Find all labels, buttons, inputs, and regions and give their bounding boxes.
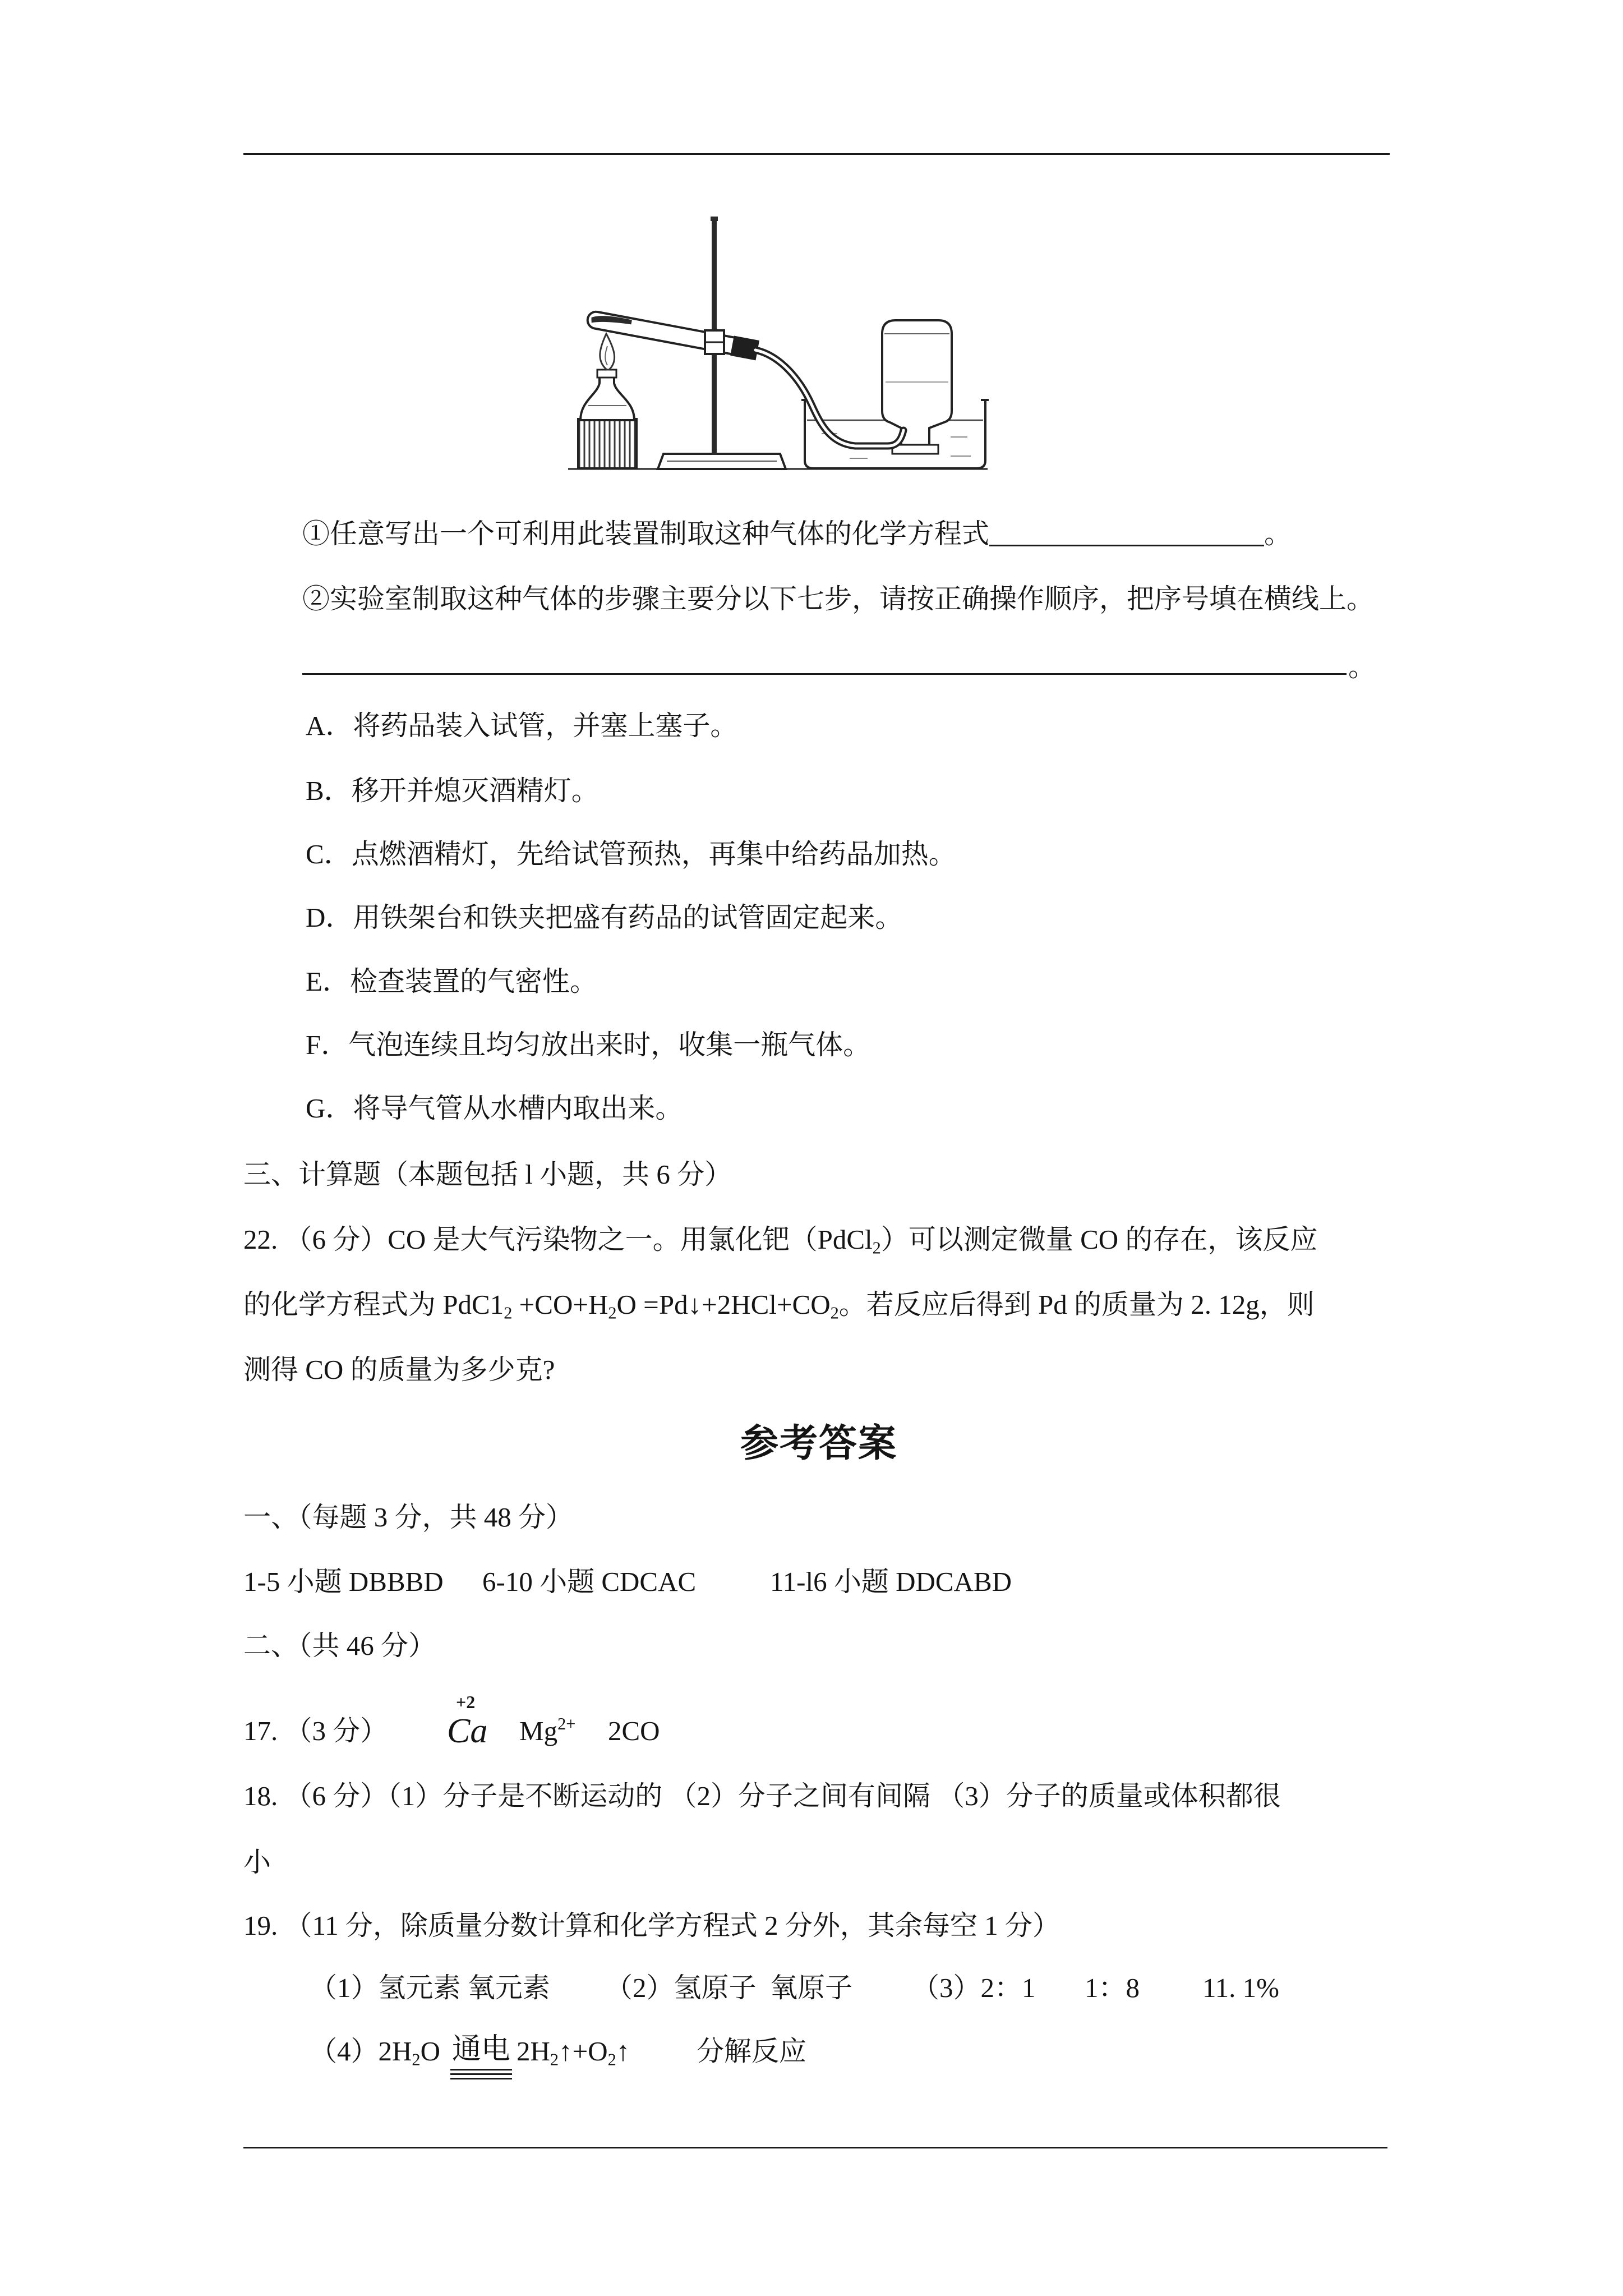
section-heading-text: 一、（每题 3 分，共 48 分） — [243, 1502, 574, 1533]
iron-clamp — [705, 330, 724, 354]
q22-text: 测得 CO 的质量为多少克? — [243, 1354, 555, 1385]
step-b — [306, 774, 599, 808]
answer-text: （3）2：1 — [912, 1972, 1036, 2003]
element-symbol: Ca — [447, 1712, 488, 1750]
q22-line2 — [243, 1288, 1315, 1322]
answer-text: 11. 1% — [1202, 1972, 1279, 2003]
valence-mark: +2 — [456, 1692, 476, 1712]
answer-blank — [989, 520, 1264, 546]
q22-line3 — [243, 1353, 555, 1387]
equation-text: 2H — [517, 2036, 550, 2067]
equation-text: O — [420, 2036, 440, 2067]
answers-part1-heading — [243, 1501, 573, 1534]
apparatus-figure — [558, 214, 990, 472]
q19-answer-5 — [1202, 1971, 1279, 2005]
q22-text: 。若反应后得到 Pd 的质量为 2. 12g，则 — [838, 1289, 1315, 1320]
q22-line1 — [243, 1223, 1317, 1257]
reaction-condition — [452, 2033, 510, 2067]
subscript: 2 — [872, 1238, 881, 1258]
q21-sub1-line — [302, 517, 1292, 551]
equation-reactant — [310, 2035, 440, 2068]
ion-formula — [519, 1714, 575, 1748]
q21-sub2-line — [302, 582, 1374, 616]
header-rule — [243, 153, 1390, 155]
step-text: 移开并熄灭酒精灯。 — [351, 775, 599, 806]
answers-part2-heading — [243, 1629, 436, 1663]
step-text: 点燃酒精灯，先给试管预热，再集中给药品加热。 — [351, 839, 956, 869]
step-label: G． — [306, 1093, 353, 1124]
ion-charge: 2+ — [557, 1714, 576, 1734]
q19-heading-text: 19. （11 分，除质量分数计算和化学方程式 2 分外，其余每空 1 分） — [243, 1910, 1060, 1941]
equation-products — [517, 2035, 630, 2068]
q22-text: ）可以测定微量 CO 的存在，该反应 — [880, 1224, 1318, 1255]
step-label: E． — [306, 966, 350, 997]
answer-text: 1：8 — [1085, 1972, 1140, 2003]
q18-line2 — [243, 1846, 271, 1879]
step-text: 将导气管从水槽内取出来。 — [353, 1093, 683, 1124]
subscript: 2 — [412, 2050, 421, 2069]
step-c — [306, 838, 956, 871]
q21-sub2-blank-end: 。 — [1348, 651, 1376, 682]
alcohol-lamp — [578, 334, 637, 468]
step-label: B． — [306, 775, 352, 806]
answers-title: 参考答案 — [740, 1422, 897, 1465]
q17-label — [243, 1714, 388, 1748]
answer-group-1 — [243, 1565, 444, 1599]
condition-text: 通电 — [452, 2033, 511, 2065]
step-text: 检查装置的气密性。 — [349, 966, 597, 997]
subscript: 2 — [607, 2050, 616, 2069]
reaction-type — [697, 2035, 806, 2068]
molecule-formula — [608, 1714, 660, 1748]
step-text: 用铁架台和铁夹把盛有药品的试管固定起来。 — [353, 902, 903, 933]
reaction-type-text: 分解反应 — [697, 2036, 807, 2067]
step-d — [306, 901, 902, 935]
q21-sub1-text: ①任意写出一个可利用此装置制取这种气体的化学方程式 — [302, 518, 990, 549]
equation-text: （4）2H — [310, 2036, 412, 2067]
subscript: 2 — [504, 1303, 513, 1323]
subscript: 2 — [608, 1303, 617, 1323]
step-f — [306, 1028, 870, 1062]
subscript: 2 — [550, 2050, 559, 2069]
subscript: 2 — [830, 1303, 839, 1323]
q19-answer-4 — [1085, 1971, 1140, 2005]
section-heading-text: 三、计算题（本题包括 l 小题，共 6 分） — [243, 1159, 732, 1190]
q19-answer-3 — [912, 1971, 1036, 2005]
step-g — [306, 1092, 683, 1125]
answer-blank-long — [302, 673, 1347, 675]
q22-text: 22. （6 分）CO 是大气污染物之一。用氯化钯（PdCl — [243, 1224, 873, 1255]
q22-text: +CO+H — [512, 1289, 608, 1320]
q18-text: 小 — [243, 1847, 271, 1878]
q21-sub2-text: ②实验室制取这种气体的步骤主要分以下七步，请按正确操作顺序，把序号填在横线上。 — [302, 583, 1375, 614]
molecule-text: 2CO — [608, 1715, 660, 1746]
step-text: 气泡连续且均匀放出来时，收集一瓶气体。 — [348, 1029, 871, 1060]
equation-text: ↑ — [616, 2036, 630, 2067]
q19-answer-1 — [310, 1971, 550, 2005]
step-e — [306, 965, 597, 999]
answer-group-text: 1-5 小题 DBBBD — [243, 1566, 444, 1597]
q18-line1 — [243, 1779, 1281, 1813]
answer-blank-long-end — [1348, 650, 1376, 684]
q18-text: 18. （6 分）（1）分子是不断运动的 （2）分子之间有间隔 （3）分子的质量或体积都很 — [243, 1780, 1281, 1811]
answer-group-text: 11-l6 小题 DDCABD — [770, 1566, 1012, 1597]
step-text: 将药品装入试管，并塞上塞子。 — [353, 710, 738, 741]
q21-sub1-end: 。 — [1264, 518, 1292, 549]
step-a — [306, 709, 737, 743]
q22-text: 的化学方程式为 PdC1 — [243, 1289, 504, 1320]
answer-text: （2）氢原子 氧原子 — [605, 1972, 853, 2003]
q19-answer-2 — [605, 1971, 852, 2005]
step-label: A． — [306, 710, 353, 741]
answer-group-text: 6-10 小题 CDCAC — [482, 1566, 697, 1597]
step-label: F． — [306, 1029, 349, 1060]
answer-group-2 — [482, 1565, 696, 1599]
ion-symbol: Mg — [519, 1715, 558, 1746]
step-label: D． — [306, 902, 353, 933]
step-label: C． — [306, 839, 352, 869]
equation-text: ↑+O — [559, 2036, 608, 2067]
q22-text: O =Pd↓+2HCl+CO — [616, 1289, 831, 1320]
answer-group-3 — [770, 1565, 1012, 1599]
q19-heading — [243, 1909, 1060, 1943]
footer-rule — [243, 2147, 1387, 2148]
equation-equals-sign — [450, 2069, 512, 2079]
section-heading-text: 二、（共 46 分） — [243, 1630, 436, 1661]
answer-text: （1）氢元素 氧元素 — [310, 1972, 550, 2003]
q17-label-text: 17. （3 分） — [243, 1715, 388, 1746]
section3-heading — [243, 1158, 732, 1191]
